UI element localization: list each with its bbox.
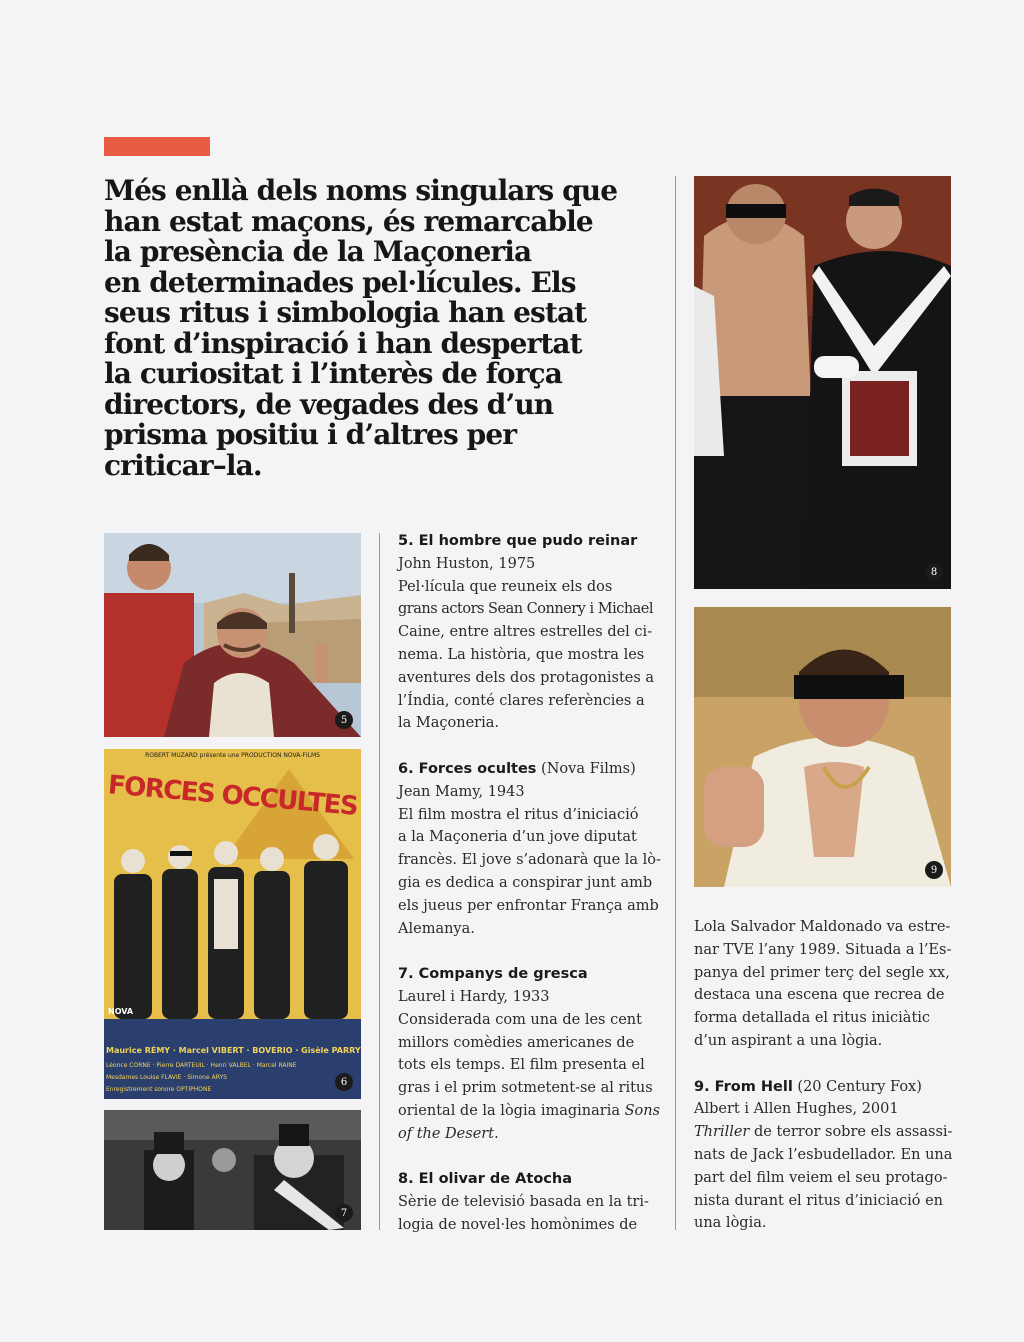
right-column-text [694, 916, 956, 1258]
headline-line: la curiositat i l’interès de força [104, 357, 562, 390]
headline-line: directors, de vegades des d’un [104, 387, 554, 421]
entry-line: nar TVE l’any 1989. Situada a l’Es- [694, 941, 952, 958]
entry-title: 5. El hombre que pudo reinar [398, 533, 638, 549]
entry-line: Considerada com una de les cent [398, 1011, 642, 1028]
poster-top-line: ROBERT MUZARD présente une PRODUCTION NOVA-FILMS [145, 752, 320, 759]
entry-credit: Laurel i Hardy, 1933 [398, 988, 550, 1005]
entry-title: 7. Companys de gresca [398, 966, 588, 983]
film-still-9 [694, 607, 951, 887]
entry-line: d’un aspirant a una lògia. [694, 1032, 883, 1049]
entry-line: part del film veiem el seu protago- [694, 1169, 948, 1186]
entry-8 [398, 1168, 660, 1236]
entry-credit: Jean Mamy, 1943 [398, 783, 525, 800]
poster-credits-line2: Léonce CORNE · Pierre DARTEUIL · Henri VALBEL · Marcel RAINE [106, 1062, 297, 1069]
photo-number-badge: 8 [925, 563, 943, 581]
headline-line: en determinades pel·lícules. Els [104, 265, 576, 299]
entry-line: millors comèdies americanes de [398, 1034, 635, 1051]
headline [104, 176, 624, 481]
entry-line: de terror sobre els assassi- [749, 1124, 953, 1141]
photo-9-from-hell [694, 607, 951, 887]
entry-line: forma detallada el ritus iniciàtic [694, 1010, 931, 1027]
photo-number-badge: 6 [335, 1073, 353, 1091]
column-divider-left [379, 533, 380, 1230]
entry-line: nema. La història, que mostra les [398, 646, 645, 663]
film-still-7 [104, 1110, 361, 1230]
poster-credits-line3: Mesdames Louise FLAVIE · Simone ARYS [106, 1074, 227, 1081]
accent-bar [104, 137, 210, 156]
headline-line: criticar–la. [104, 448, 262, 482]
genre-italic: Thriller [694, 1124, 750, 1141]
headline-line: la presència de la Maçoneria [104, 235, 532, 268]
headline-line: seus ritus i simbologia han estat [104, 296, 587, 329]
entry-line: El film mostra el ritus d’iniciació [398, 806, 639, 823]
entry-line: aventures dels dos protagonistes a [398, 669, 655, 686]
entry-line: tots els temps. El film presenta el [398, 1057, 645, 1074]
entry-line: la Maçoneria. [398, 715, 499, 732]
entry-line: Alemanya. [398, 920, 475, 937]
entry-title: 8. El olivar de Atocha [398, 1171, 572, 1188]
headline-line: Més enllà dels noms singulars que [104, 174, 618, 207]
entry-line: francès. El jove s’adonarà que la lò- [398, 852, 661, 869]
entry-line: panya del primer terç del segle xx, [694, 964, 950, 981]
headline-line: prisma positiu i d’altres per [104, 418, 517, 451]
entry-5 [398, 530, 660, 735]
entry-line: Pel·lícula que reuneix els dos [398, 578, 613, 595]
entry-line: nista durant el ritus d’iniciació en [694, 1192, 944, 1209]
entry-studio: (Nova Films) [536, 760, 636, 777]
column-divider-right [675, 176, 676, 1230]
poster-credits-line4: Enregistrement sonore OPTIPHONE [106, 1086, 212, 1093]
entry-9 [694, 1076, 956, 1236]
entry-line: grans actors Sean Connery i Michael [398, 601, 654, 618]
film-title-italic: of the Desert [398, 1125, 495, 1142]
photo-number-badge: 7 [335, 1204, 353, 1222]
poster-title: FORCES OCCULTES [106, 770, 359, 822]
entry-8-continued [694, 916, 956, 1053]
poster-credits: Maurice RÉMY · Marcel VIBERT · BOVERIO · Gisèle PARRY [106, 1046, 361, 1055]
poster-brand: NOVA [108, 1007, 134, 1016]
entry-line: l’Índia, conté clares referències a [398, 692, 645, 709]
entry-line: Caine, entre altres estrelles del ci- [398, 624, 653, 641]
entry-line: Sèrie de televisió basada en la tri- [398, 1194, 649, 1211]
entry-line: a la Maçoneria d’un jove diputat [398, 829, 637, 846]
entry-line: gia es dedica a conspirar junt amb [398, 874, 653, 891]
entry-line: logia de novel·les homònimes de [398, 1216, 638, 1233]
entry-6 [398, 758, 660, 940]
photo-number-badge: 9 [925, 861, 943, 879]
photo-7-companys-de-gresca [104, 1110, 361, 1230]
photo-number-badge: 5 [335, 711, 353, 729]
entry-line: nats de Jack l’esbudellador. En una [694, 1146, 953, 1163]
entry-7 [398, 963, 660, 1145]
entry-line: destaca una escena que recrea de [694, 987, 945, 1004]
entry-credit: John Huston, 1975 [398, 555, 536, 572]
entry-line: gras i el prim sotmetent-se al ritus [398, 1080, 653, 1097]
film-title-italic: Sons [624, 1102, 661, 1119]
entry-line: oriental de la lògia imaginaria [398, 1102, 625, 1119]
entry-line: una lògia. [694, 1215, 767, 1232]
film-still-8 [694, 176, 951, 589]
headline-line: font d’inspiració i han despertat [104, 326, 582, 360]
photo-5-hombre-que-pudo-reinar [104, 533, 361, 737]
headline-line: han estat maçons, és remarcable [104, 204, 593, 238]
entry-title: 6. Forces ocultes [398, 760, 537, 777]
entry-line: els jueus per enfrontar França amb [398, 897, 659, 914]
entry-line-end: . [494, 1125, 499, 1142]
entry-credit: Albert i Allen Hughes, 2001 [694, 1101, 899, 1118]
photo-6-forces-occultes-poster [104, 749, 361, 1099]
entry-studio: (20 Century Fox) [792, 1078, 922, 1095]
entry-title: 9. From Hell [694, 1078, 793, 1095]
photo-8-el-olivar-de-atocha [694, 176, 951, 589]
film-still-5 [104, 533, 361, 737]
entry-line: Lola Salvador Maldonado va estre- [694, 919, 951, 935]
middle-column-text [398, 530, 660, 1260]
